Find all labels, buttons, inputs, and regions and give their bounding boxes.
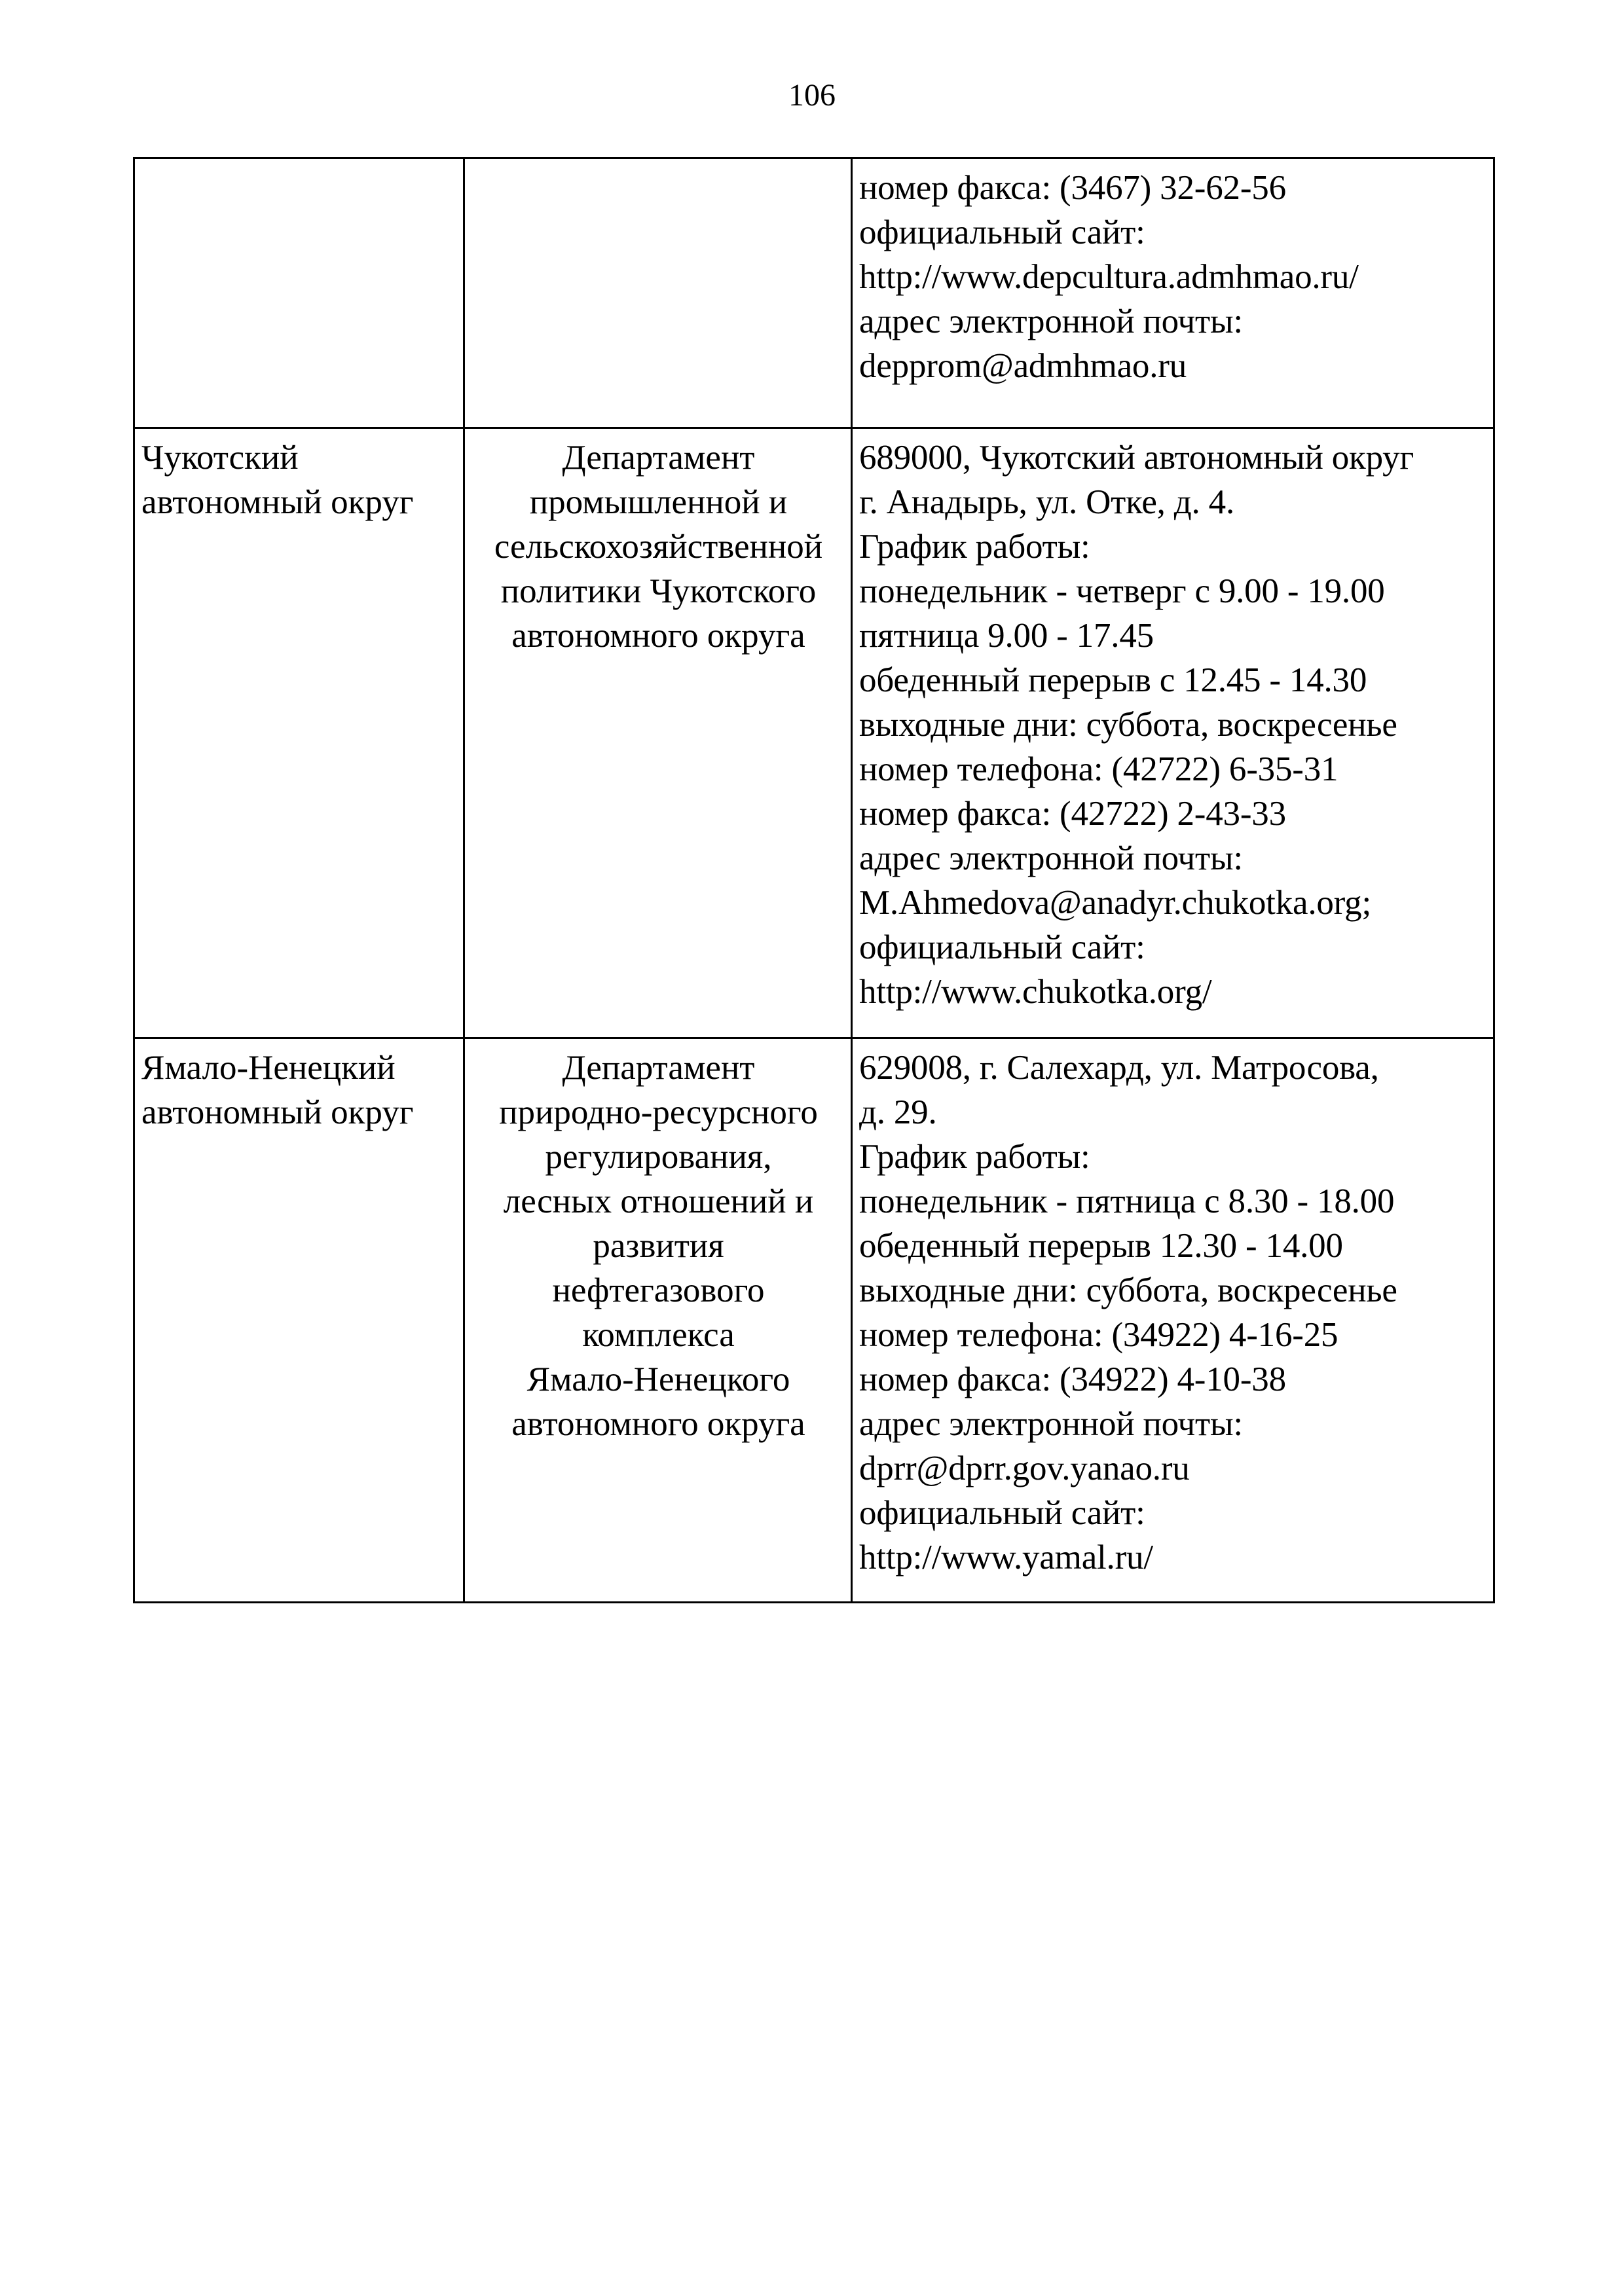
- table-row: [134, 1038, 1494, 1603]
- department-name-line: комплекса: [582, 1316, 735, 1354]
- region-name-line: автономный округ: [141, 1093, 414, 1131]
- department-name-line: природно-ресурсного: [499, 1093, 818, 1131]
- department-name-line: нефтегазового: [552, 1271, 765, 1309]
- department-name-line: развития: [593, 1227, 724, 1265]
- department-name-line: сельскохозяйственной: [494, 528, 823, 566]
- department-name-line: Департамент: [562, 439, 755, 477]
- schedule-line: пятница 9.00 - 17.45: [859, 617, 1154, 655]
- email-label: адрес электронной почты:: [859, 839, 1243, 877]
- schedule-line: понедельник - пятница с 8.30 - 18.00: [859, 1182, 1395, 1220]
- region-cell: [134, 428, 464, 1038]
- contacts-table: [133, 157, 1495, 1603]
- department-name-line: регулирования,: [545, 1138, 772, 1176]
- website-link[interactable]: http://www.depcultura.admhmao.ru/: [859, 258, 1359, 296]
- department-name-line: Департамент: [562, 1049, 755, 1087]
- address-line: г. Анадырь, ул. Отке, д. 4.: [859, 483, 1234, 521]
- schedule-label: График работы:: [859, 1138, 1090, 1176]
- contacts-cell: [852, 428, 1494, 1038]
- region-name-line: автономный округ: [141, 483, 414, 521]
- region-cell: [134, 1038, 464, 1603]
- department-cell: [464, 158, 852, 428]
- email-link[interactable]: depprom@admhmao.ru: [859, 347, 1187, 385]
- table-row: [134, 158, 1494, 428]
- email-link[interactable]: dprr@dprr.gov.yanao.ru: [859, 1449, 1190, 1487]
- phone-line: номер телефона: (42722) 6-35-31: [859, 750, 1338, 788]
- fax-line: номер факса: (42722) 2-43-33: [859, 795, 1286, 833]
- website-link[interactable]: http://www.yamal.ru/: [859, 1539, 1153, 1576]
- days-off-line: выходные дни: суббота, воскресенье: [859, 706, 1397, 744]
- website-label: официальный сайт:: [859, 928, 1145, 966]
- email-link[interactable]: M.Ahmedova@anadyr.chukotka.org;: [859, 884, 1371, 922]
- schedule-label: График работы:: [859, 528, 1090, 566]
- table-row: [134, 428, 1494, 1038]
- email-label: адрес электронной почты:: [859, 1405, 1243, 1443]
- department-name-line: промышленной и: [529, 483, 788, 521]
- website-label: официальный сайт:: [859, 1494, 1145, 1532]
- department-name-line: Ямало-Ненецкого: [526, 1360, 790, 1398]
- address-line: д. 29.: [859, 1093, 937, 1131]
- fax-line: номер факса: (34922) 4-10-38: [859, 1360, 1286, 1398]
- department-name-line: автономного округа: [511, 617, 805, 655]
- website-link[interactable]: http://www.chukotka.org/: [859, 973, 1212, 1011]
- lunch-break-line: обеденный перерыв 12.30 - 14.00: [859, 1227, 1343, 1265]
- region-cell: [134, 158, 464, 428]
- schedule-line: понедельник - четверг с 9.00 - 19.00: [859, 572, 1385, 610]
- department-cell: [464, 428, 852, 1038]
- contacts-cell: [852, 1038, 1494, 1603]
- address-line: 629008, г. Салехард, ул. Матросова,: [859, 1049, 1379, 1087]
- department-name-line: политики Чукотского: [500, 572, 817, 610]
- department-cell: [464, 1038, 852, 1603]
- department-name-line: автономного округа: [511, 1405, 805, 1443]
- department-name-line: лесных отношений и: [503, 1182, 814, 1220]
- contacts-cell: [852, 158, 1494, 428]
- email-label: адрес электронной почты:: [859, 302, 1243, 340]
- region-name-line: Ямало-Ненецкий: [141, 1049, 396, 1087]
- address-line: 689000, Чукотский автономный округ: [859, 439, 1414, 477]
- days-off-line: выходные дни: суббота, воскресенье: [859, 1271, 1397, 1309]
- lunch-break-line: обеденный перерыв с 12.45 - 14.30: [859, 661, 1367, 699]
- page-number: 106: [788, 78, 836, 113]
- region-name-line: Чукотский: [141, 439, 299, 477]
- website-label: официальный сайт:: [859, 213, 1145, 251]
- fax-line: номер факса: (3467) 32-62-56: [859, 169, 1286, 207]
- phone-line: номер телефона: (34922) 4-16-25: [859, 1316, 1338, 1354]
